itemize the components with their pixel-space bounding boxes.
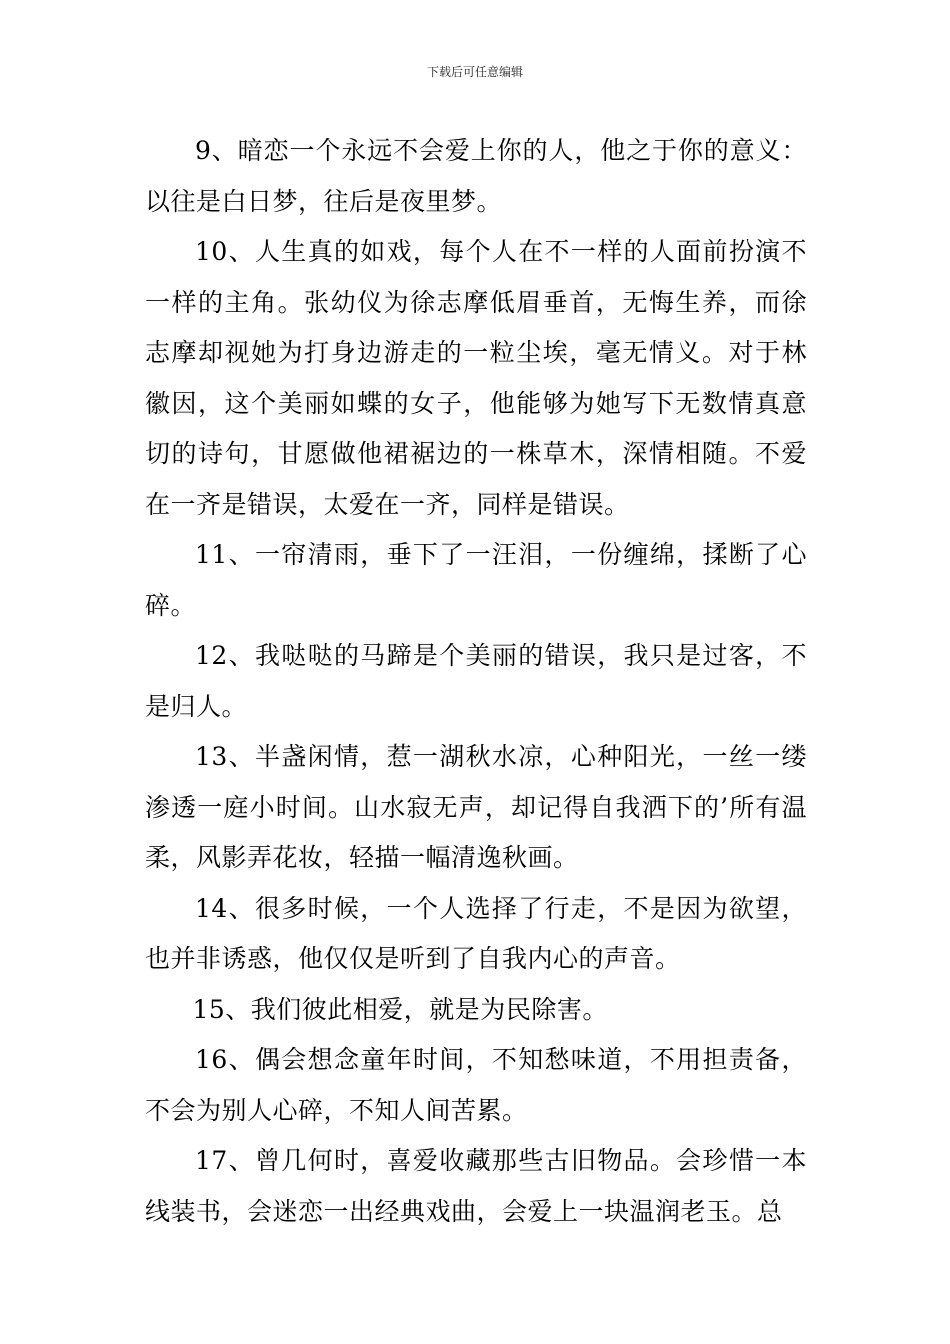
paragraph-11: 11、一帘清雨，垂下了一汪泪，一份缠绵，揉断了心碎。 xyxy=(145,540,807,620)
paragraph-12: 12、我哒哒的马蹄是个美丽的错误，我只是过客，不是归人。 xyxy=(145,641,807,721)
paragraph-14: 14、很多时候，一个人选择了行走，不是因为欲望，也并非诱惑，他仅仅是听到了自我内心的声音。 xyxy=(145,893,807,973)
paragraph-9: 9、暗恋一个永远不会爱上你的人，他之于你的意义：以往是白日梦，往后是夜里梦。 xyxy=(145,136,807,216)
page-header-note: 下载后可任意编辑 xyxy=(426,65,523,79)
paragraph-13: 13、半盏闲情，惹一湖秋水凉，心种阳光，一丝一缕渗透一庭小时间。山水寂无声，却记得自我洒下的’所有温柔，风影弄花妆，轻描一幅清逸秋画。 xyxy=(145,742,807,872)
paragraph-15: 15、我们彼此相爱，就是为民除害。 xyxy=(192,994,608,1024)
paragraph-16: 16、偶会想念童年时间，不知愁味道，不用担责备，不会为别人心碎，不知人间苦累。 xyxy=(145,1045,807,1125)
paragraph-10: 10、人生真的如戏，每个人在不一样的人面前扮演不一样的主角。张幼仪为徐志摩低眉垂首，无悔生养，而徐志摩却视她为打身边游走的一粒尘埃，毫无情义。对于林徽因，这个美丽如蝶的女子，他能够为她写下无数情真意切的诗句，甘愿做他裙裾边的一株草木，深情相随。不爱在一齐是错误，太爱在一齐，同样是错误。 xyxy=(145,237,807,519)
paragraph-17: 17、曾几何时，喜爱收藏那些古旧物品。会珍惜一本线装书，会迷恋一出经典戏曲，会爱上一块温润老玉。总 xyxy=(145,1146,807,1226)
document-body xyxy=(145,126,807,1237)
